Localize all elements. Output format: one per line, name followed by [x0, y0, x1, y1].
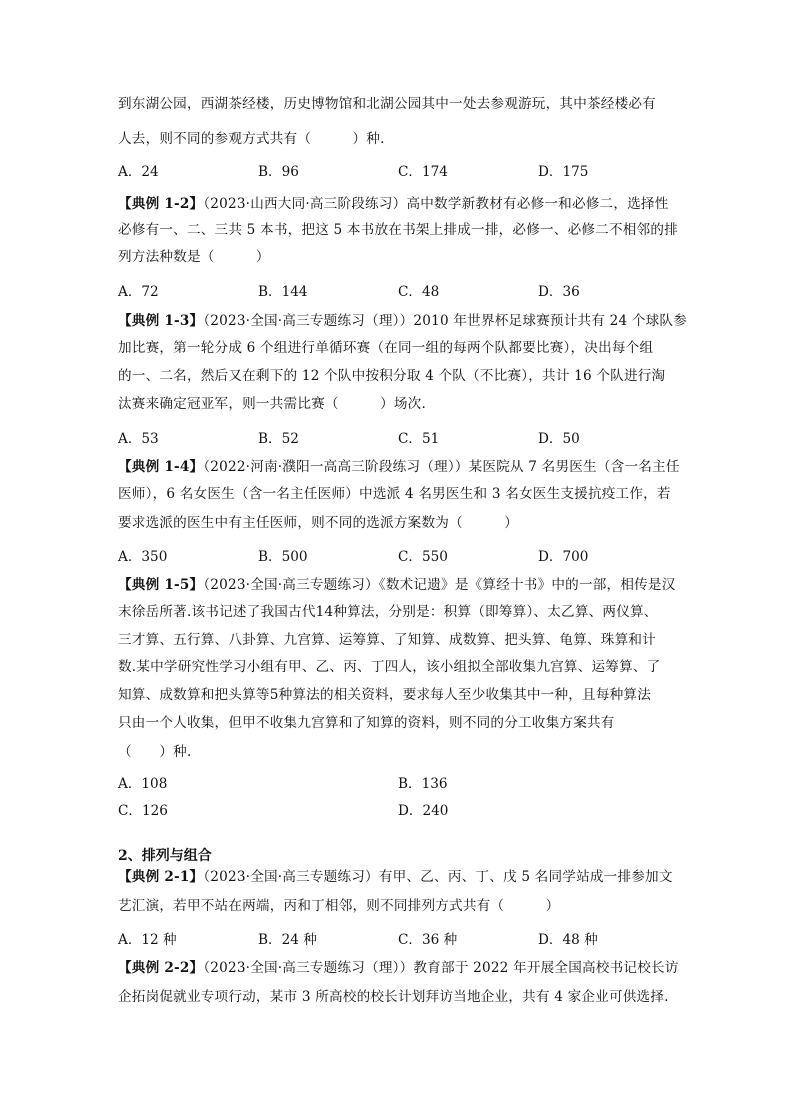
section-heading: 2、排列与组合 [118, 848, 212, 864]
q2-2-line-1 [118, 956, 679, 976]
q1-2-line-1 [118, 192, 669, 212]
option-a: A．72 [118, 284, 159, 300]
option-d: D．700 [538, 549, 589, 565]
q2-1-line-2: 艺汇演，若甲不站在两端，丙和丁相邻，则不同排列方式共有（ ） [118, 898, 560, 914]
q2-1-text: （2023·全国·高三专题练习）有甲、乙、丙、丁、戊 5 名同学站成一排参加文 [203, 869, 673, 885]
q1-5-text: （2023·全国·高三专题练习）《数术记遗》是《算经十书》中的一部，相传是汉 [203, 577, 676, 593]
q1-5-line-5: 知算、成数算和把头算等5种算法的相关资料，要求每人至少收集其中一种，且每种算法 [118, 687, 652, 703]
option-d: D．175 [538, 164, 589, 180]
q1-4-tag: 【典例 1-4】 [118, 459, 204, 475]
q2-2-line-2: 企拓岗促就业专项行动，某市 3 所高校的校长计划拜访当地企业，共有 4 家企业可供选择. [118, 989, 669, 1005]
q1-4-line-1 [118, 455, 680, 475]
intro-line-1: 到东湖公园，西湖茶经楼，历史博物馆和北湖公园其中一处去参观游玩，其中茶经楼必有 [118, 96, 656, 112]
option-a: A．108 [118, 776, 168, 792]
option-a: A．24 [118, 164, 159, 180]
option-c: C．174 [398, 164, 448, 180]
option-b: B．500 [258, 549, 308, 565]
option-b: B．96 [258, 164, 299, 180]
option-a: A．12 种 [118, 932, 177, 948]
q2-1-line-1 [118, 865, 673, 885]
q2-1-tag: 【典例 2-1】 [118, 869, 204, 885]
q1-2-tag: 【典例 1-2】 [118, 196, 204, 212]
q1-3-line-3: 的一、二名，然后又在剩下的 12 个队中按积分取 4 个队（不比赛），共计 16 个队进行淘 [118, 368, 666, 384]
q1-5-tag: 【典例 1-5】 [118, 577, 204, 593]
q1-3-line-2: 加比赛，第一轮分成 6 个组进行单循环赛（在同一组的每两个队都要比赛），决出每个组 [118, 340, 654, 356]
option-d: D．50 [538, 431, 580, 447]
option-b: B．24 种 [258, 932, 317, 948]
intro-line-2: 人去，则不同的参观方式共有（ ）种. [118, 131, 385, 147]
q1-3-line-1 [118, 309, 687, 329]
option-d: D．36 [538, 284, 580, 300]
q1-5-line-6: 只由一个人收集，但甲不收集九宫算和了知算的资料，则不同的分工收集方案共有 [118, 715, 615, 731]
option-a: A．350 [118, 549, 168, 565]
option-c: C．550 [398, 549, 448, 565]
option-c: C．48 [398, 284, 440, 300]
option-b: B．144 [258, 284, 308, 300]
q1-2-line-3: 列方法种数是（ ） [118, 249, 270, 265]
option-b: B．136 [398, 776, 448, 792]
option-b: B．52 [258, 431, 299, 447]
option-d: D．240 [398, 803, 449, 819]
q1-5-line-4: 数.某中学研究性学习小组有甲、乙、丙、丁四人，该小组拟全部收集九宫算、运筹算、了 [118, 659, 661, 675]
q1-5-line-2: 末徐岳所著.该书记述了我国古代14种算法，分别是：积算（即筹算）、太乙算、两仪算、 [118, 604, 658, 620]
q1-4-line-3: 要求选派的医生中有主任医师，则不同的选派方案数为（ ） [118, 515, 519, 531]
q1-4-line-2: 医师），6 名女医生（含一名主任医师）中选派 4 名男医生和 3 名女医生支援抗疫工作，若 [118, 486, 671, 502]
option-c: C．126 [118, 803, 168, 819]
q1-2-text: （2023·山西大同·高三阶段练习）高中数学新教材有必修一和必修二，选择性 [203, 196, 669, 212]
q1-3-tag: 【典例 1-3】 [118, 313, 204, 329]
option-d: D．48 种 [538, 932, 598, 948]
q1-3-text: （2023·全国·高三专题练习（理））2010 年世界杯足球赛预计共有 24 个球队参 [203, 313, 687, 329]
option-c: C．36 种 [398, 932, 458, 948]
q1-5-line-3: 三才算、五行算、八卦算、九宫算、运筹算、了知算、成数算、把头算、龟算、珠算和计 [118, 632, 656, 648]
q1-4-text: （2022·河南·濮阳一高高三阶段练习（理））某医院从 7 名男医生（含一名主任 [203, 459, 680, 475]
q2-2-tag: 【典例 2-2】 [118, 960, 204, 976]
q1-5-line-1 [118, 573, 676, 593]
q2-2-text: （2023·全国·高三专题练习（理））教育部于 2022 年开展全国高校书记校长访 [203, 960, 679, 976]
q1-2-line-2: 必修有一、二、三共 5 本书，把这 5 本书放在书架上排成一排，必修一、必修二不相邻的排 [118, 222, 678, 238]
q1-3-line-4: 汰赛来确定冠亚军，则一共需比赛（ ）场次. [118, 396, 426, 412]
option-a: A．53 [118, 431, 159, 447]
q1-5-line-7: （ ）种. [118, 744, 192, 760]
option-c: C．51 [398, 431, 440, 447]
